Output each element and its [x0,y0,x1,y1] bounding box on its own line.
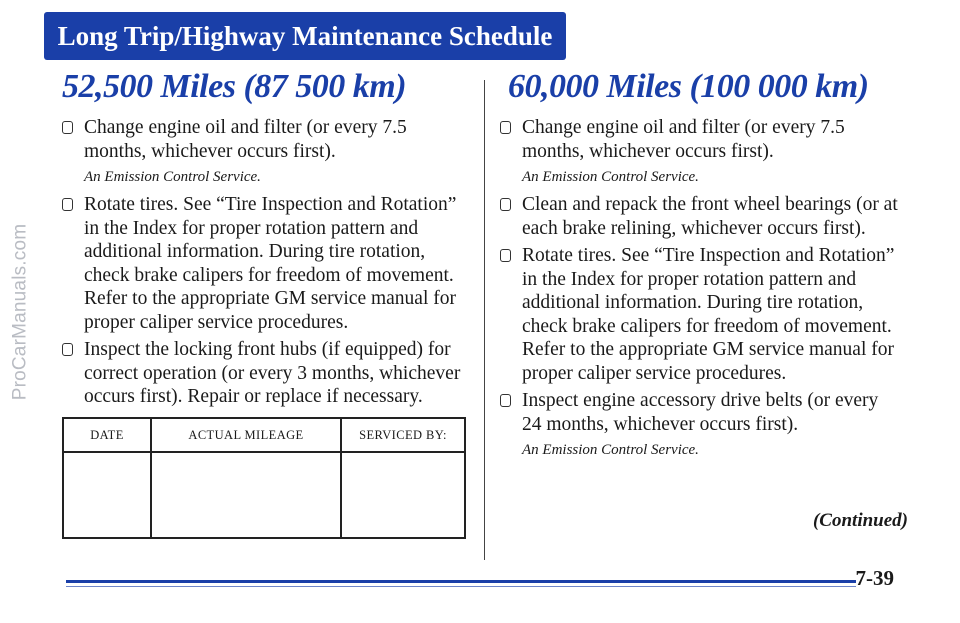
checkbox-icon [62,121,73,134]
checklist-item [500,244,900,385]
footer-rule-thin [66,586,856,587]
serviced-by-cell [341,452,465,538]
table-row [63,452,465,538]
actual-mileage-cell [151,452,341,538]
column-header-serviced-by: SERVICED BY: [341,418,465,452]
checklist-item [500,116,900,163]
checklist-item [500,193,900,240]
item-text: Clean and repack the front wheel bearings (or at each brake relining, whichever occurs first). [522,194,898,239]
right-column [500,68,900,466]
section-title: Long Trip/Highway Maintenance Schedule [57,20,553,51]
item-text: Rotate tires. See “Tire Inspection and Rotation” in the Index for proper rotation pattern and additional information. During tire rotation, check brake calipers for freedom of movement. Refer to the appropriate GM service manual for proper caliper service procedures. [84,194,457,333]
checkbox-icon [500,394,511,407]
mileage-heading-left: 52,500 Miles (87 500 km) [62,68,407,105]
continued-label: (Continued) [812,510,908,531]
item-text: Change engine oil and filter (or every 7.5 months, whichever occurs first). [84,117,407,162]
column-header-actual-mileage: ACTUAL MILEAGE [151,418,341,452]
item-note: An Emission Control Service. [84,169,261,185]
date-cell [63,452,151,538]
footer-rule [66,580,856,583]
checklist-item [62,193,470,334]
checkbox-icon [500,249,511,262]
item-text: Inspect engine accessory drive belts (or every 24 months, whichever occurs first). [522,390,879,435]
service-record-table [62,417,466,539]
item-note: An Emission Control Service. [522,442,699,458]
left-column [62,68,470,539]
table-header-row [63,418,465,452]
checklist-item [62,116,470,163]
checkbox-icon [62,198,73,211]
watermark-text: ProCarManuals.com [9,223,31,400]
checklist-item [500,389,900,436]
item-note: An Emission Control Service. [522,169,699,185]
checklist-item [62,338,470,409]
page-number: 7-39 [855,566,894,590]
item-text: Rotate tires. See “Tire Inspection and Rotation” in the Index for proper rotation pattern and additional information. During tire rotation, check brake calipers for freedom of movement. Refer to the appropriate GM service manual for proper caliper service procedures. [522,245,895,384]
site-watermark [0,0,40,623]
item-text: Inspect the locking front hubs (if equipped) for correct operation (or every 3 months, whichever occurs first). Repair or replace if necessary. [84,339,461,407]
column-header-date: DATE [63,418,151,452]
checkbox-icon [500,121,511,134]
column-divider [484,80,485,560]
checkbox-icon [500,198,511,211]
section-header-bar [44,12,566,60]
checkbox-icon [62,343,73,356]
mileage-heading-right: 60,000 Miles (100 000 km) [508,68,869,105]
item-text: Change engine oil and filter (or every 7.5 months, whichever occurs first). [522,117,845,162]
